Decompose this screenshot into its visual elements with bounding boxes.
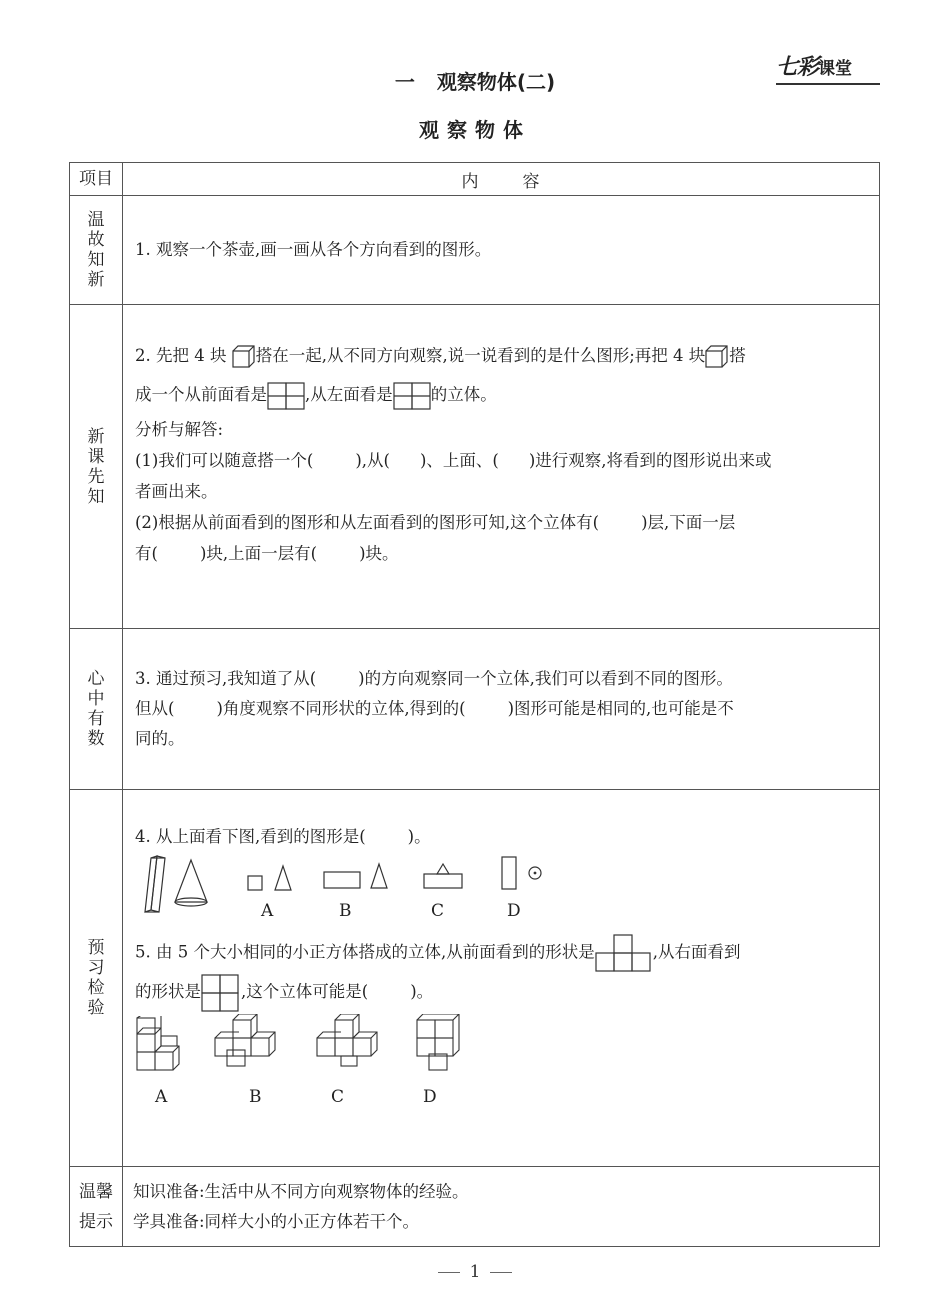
question-5-text: 5. 由 5 个大小相同的小正方体搭成的立体,从前面看到的形状是 ,从右面看到	[135, 934, 869, 972]
chapter-name: 观察物体(二)	[436, 70, 556, 94]
section-newlesson-row	[70, 305, 880, 629]
section-check-row	[70, 790, 880, 1167]
q2-text-part1: 2. 先把 4 块	[135, 346, 227, 365]
q2-text-part6: 的立体。	[430, 385, 497, 404]
analysis-heading: 分析与解答:	[135, 420, 224, 439]
question-5-text-cont: 的形状是 ,这个立体可能是( )。	[135, 972, 869, 1012]
cube-icon	[232, 345, 256, 369]
question-5-figures	[135, 1012, 869, 1112]
question-4-5	[123, 790, 880, 1167]
option-d-cubes	[415, 1014, 475, 1072]
option-b-label: B	[249, 1087, 262, 1107]
option-a-figure	[247, 864, 295, 894]
front-view-shape-icon	[267, 382, 305, 410]
section-label-review: 温故知新	[70, 196, 123, 305]
preview-table	[69, 162, 880, 1247]
chapter-number: 一	[394, 70, 415, 94]
analysis-step-2: (2)根据从前面看到的图形和从左面看到的图形可知,这个立体有( )层,下面一层	[135, 513, 736, 532]
page-footer	[0, 1262, 950, 1282]
front-view-shape-icon	[595, 934, 653, 972]
brand-logo-sub: 课堂	[818, 59, 853, 79]
option-c-label: C	[431, 901, 445, 921]
lesson-subtitle: 观察物体	[419, 118, 531, 142]
option-a-label: A	[155, 1087, 168, 1107]
option-d-label: D	[507, 901, 521, 921]
header-content: 内容	[123, 163, 880, 196]
analysis-step-1-cont: 者画出来。	[135, 482, 218, 501]
header-project: 项目	[70, 163, 123, 196]
analysis-step-2-cont: 有( )块,上面一层有( )块。	[135, 544, 399, 563]
cube-icon	[705, 345, 729, 369]
tip-knowledge: 知识准备:生活中从不同方向观察物体的经验。	[133, 1181, 469, 1201]
prism-cone-figure	[135, 854, 215, 914]
option-b-figure	[323, 862, 393, 892]
q2-text-part2: 搭在一起,从不同方向观察,说一说看到的是什么图形;再把 4 块	[255, 346, 706, 365]
question-1-text: 1. 观察一个茶壶,画一画从各个方向看到的图形。	[135, 240, 492, 259]
option-c-cubes	[315, 1014, 387, 1072]
section-label-tips: 温馨提示	[70, 1167, 123, 1247]
option-b-cubes	[213, 1014, 285, 1072]
question-4-figures	[135, 852, 869, 924]
option-b-label: B	[339, 901, 352, 921]
option-d-figure	[501, 856, 547, 890]
tip-tools: 学具准备:同样大小的小正方体若干个。	[133, 1211, 420, 1231]
tips	[123, 1167, 880, 1247]
question-3: 3. 通过预习,我知道了从( )的方向观察同一个立体,我们可以看到不同的图形。 但从( )角度观察不同形状的立体,得到的( )图形可能是相同的,也可能是不 同的。	[123, 629, 880, 790]
question-2	[123, 305, 880, 629]
page-number: 1	[469, 1262, 481, 1282]
section-label-check: 预习检验	[70, 790, 123, 1167]
question-4-text: 4. 从上面看下图,看到的图形是( )。	[135, 827, 431, 846]
right-view-shape-icon	[201, 974, 241, 1012]
brand-logo-main: 七彩	[776, 55, 819, 80]
section-label-understand: 心中有数	[70, 629, 123, 790]
section-label-newlesson: 新课先知	[70, 305, 123, 629]
option-a-label: A	[261, 901, 274, 921]
q2-text-part3: 搭	[729, 346, 746, 365]
brand-logo	[776, 50, 880, 85]
option-a-cubes	[135, 1016, 191, 1074]
section-tips-row	[70, 1167, 880, 1247]
q2-text-part4: 成一个从前面看是	[135, 385, 267, 404]
option-c-label: C	[331, 1087, 345, 1107]
option-c-figure	[423, 862, 465, 892]
left-view-shape-icon	[393, 382, 431, 410]
option-d-label: D	[423, 1087, 437, 1107]
table-header-row	[70, 163, 880, 196]
analysis-step-1: (1)我们可以随意搭一个( ),从( )、上面、( )进行观察,将看到的图形说出来或	[135, 451, 772, 470]
section-understand-row	[70, 629, 880, 790]
question-1	[123, 196, 880, 305]
q2-text-part5: ,从左面看是	[305, 385, 393, 404]
section-review-row	[70, 196, 880, 305]
